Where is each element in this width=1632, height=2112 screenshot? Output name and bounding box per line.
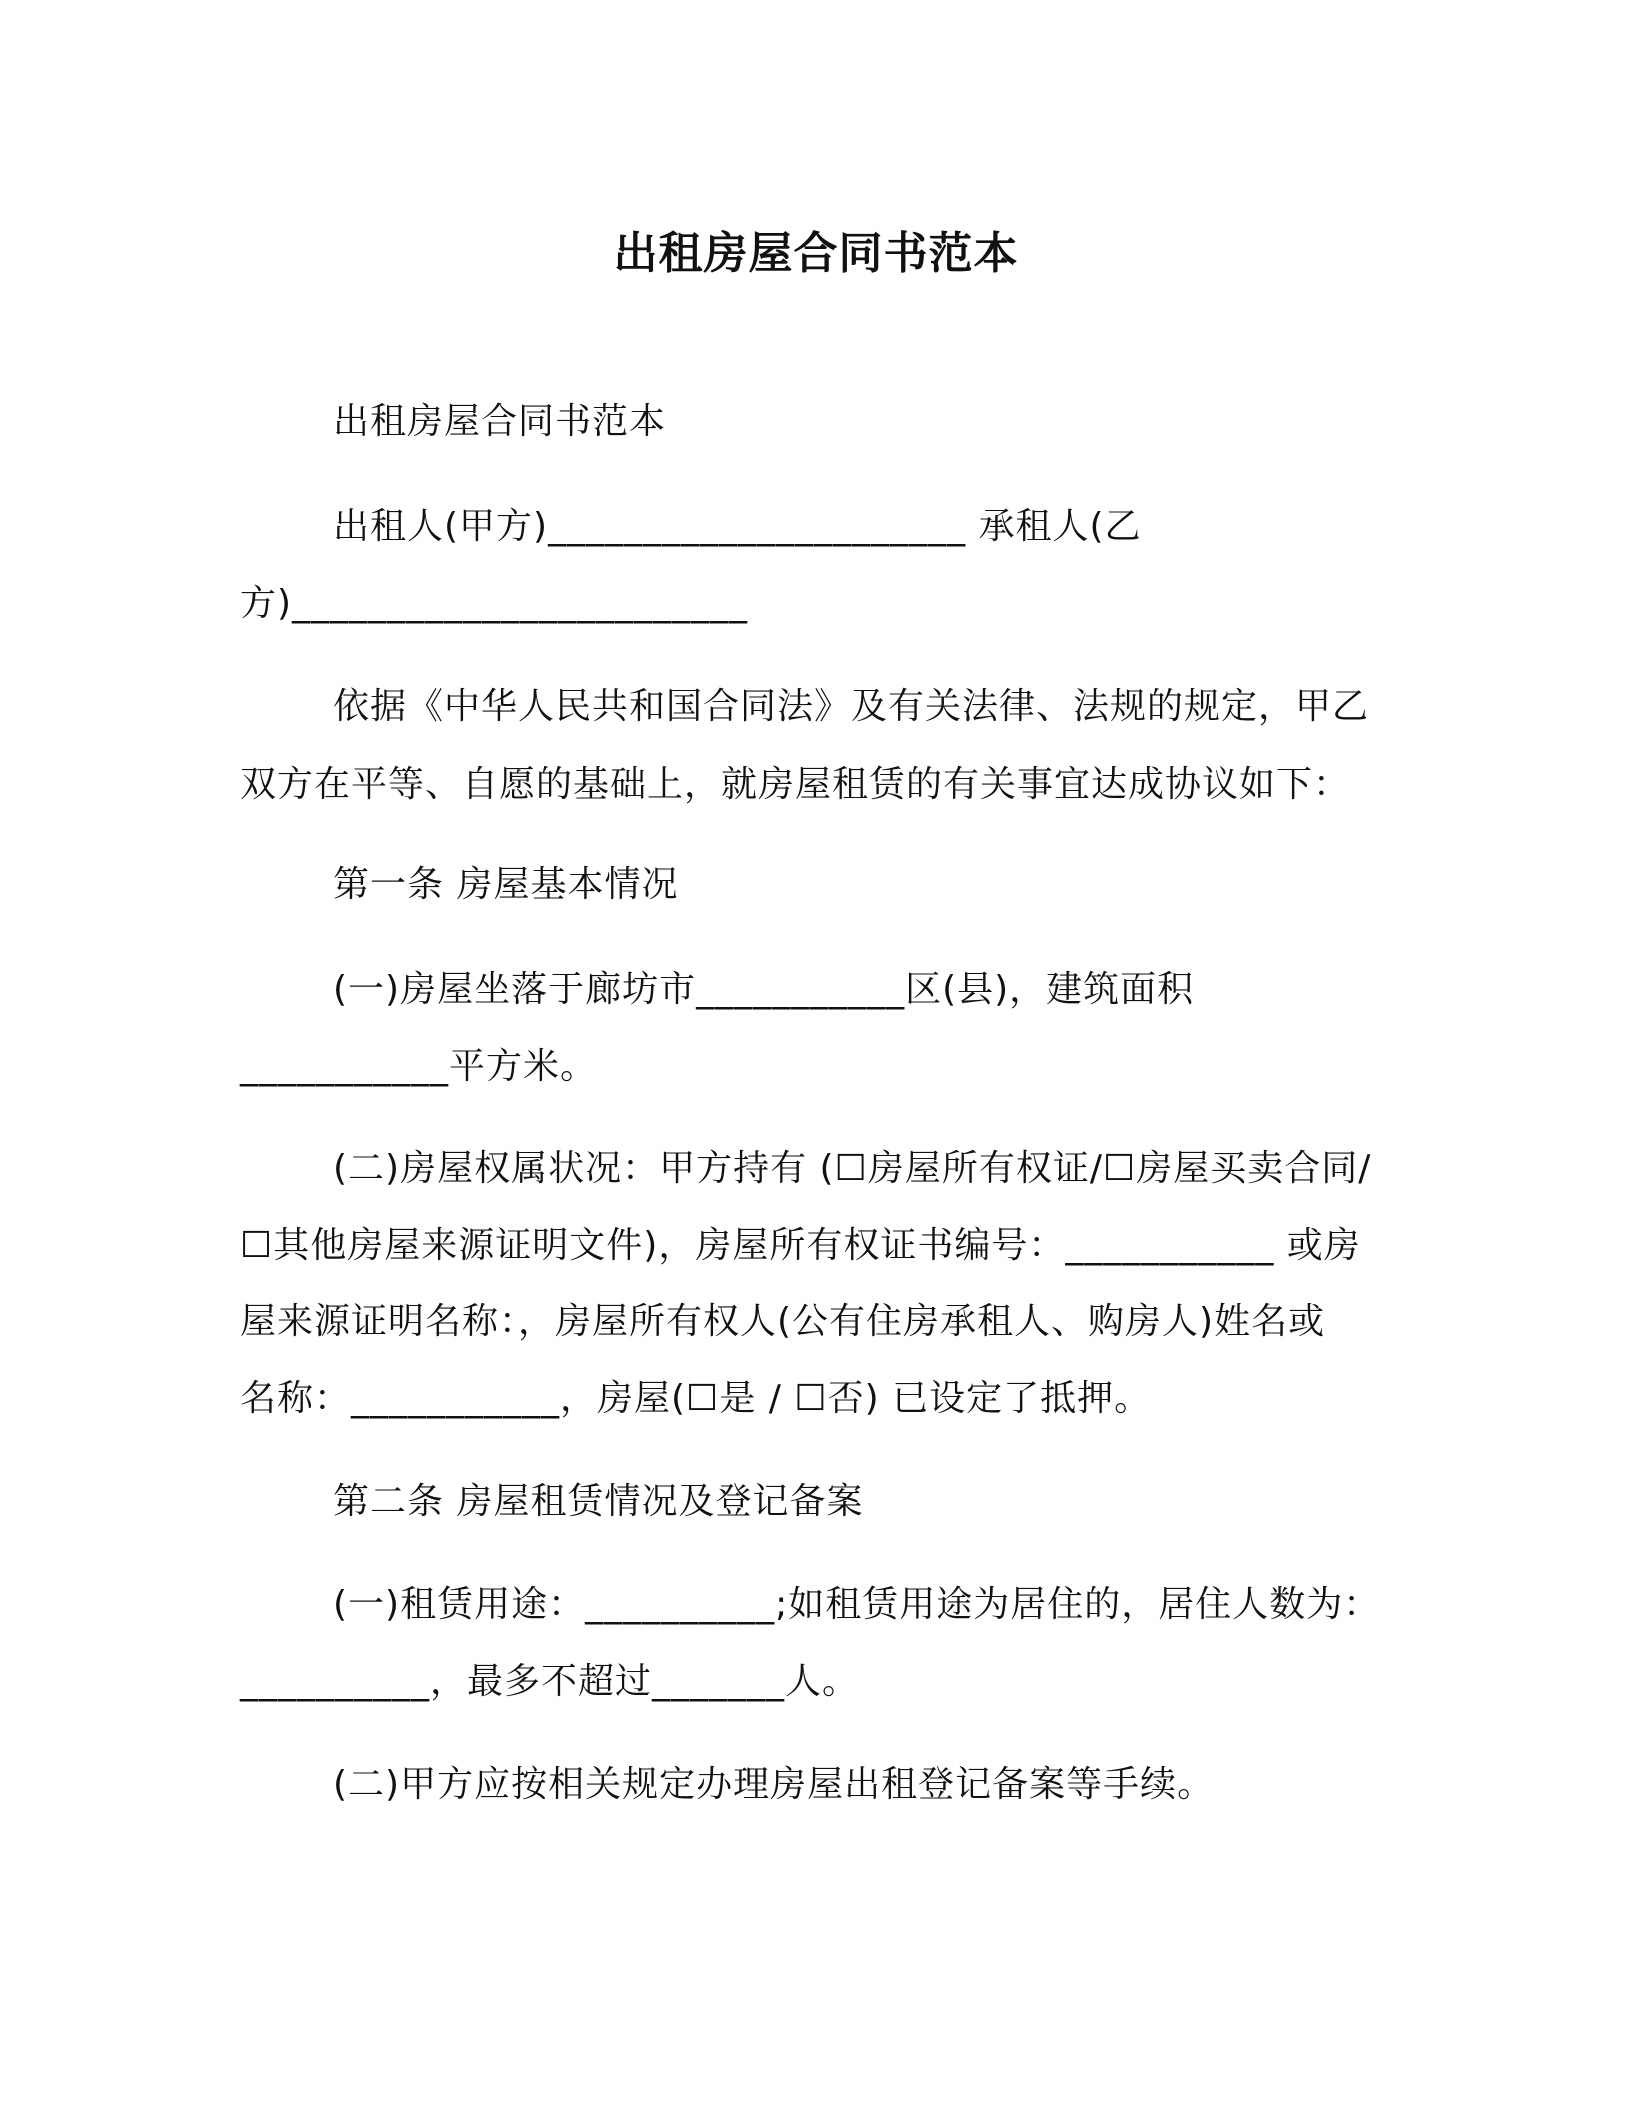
subtitle-line: 出租房屋合同书范本: [333, 401, 667, 442]
article-1-item-2-line-2: ☐其他房屋来源证明文件)，房屋所有权证书编号：___________ 或房: [240, 1225, 1361, 1266]
article-1-item-2-line-3: 屋来源证明名称：，房屋所有权人(公有住房承租人、购房人)姓名或: [240, 1301, 1326, 1342]
article-2-heading: 第二条 房屋租赁情况及登记备案: [333, 1481, 864, 1522]
article-1-item-2-line-4: 名称：___________，房屋(☐是 / ☐否) 已设定了抵押。: [240, 1378, 1152, 1419]
article-2-item-1-line-2: __________，最多不超过_______人。: [240, 1661, 860, 1702]
parties-line-1: 出租人(甲方)______________________ 承租人(乙: [333, 506, 1142, 547]
article-2-item-1-line-1: (一)租赁用途：__________;如租赁用途为居住的，居住人数为：: [333, 1584, 1381, 1625]
preamble-line-1: 依据《中华人民共和国合同法》及有关法律、法规的规定，甲乙: [333, 686, 1370, 727]
article-1-item-2-line-1: (二)房屋权属状况：甲方持有 (☐房屋所有权证/☐房屋买卖合同/: [333, 1148, 1372, 1189]
article-1-item-1-line-2: ___________平方米。: [240, 1046, 598, 1087]
document-title: 出租房屋合同书范本: [613, 228, 1019, 279]
preamble-line-2: 双方在平等、自愿的基础上，就房屋租赁的有关事宜达成协议如下：: [240, 764, 1351, 805]
parties-line-2: 方)________________________: [240, 583, 749, 624]
article-1-item-1-line-1: (一)房屋坐落于廊坊市___________区(县)，建筑面积: [333, 969, 1195, 1010]
article-1-heading: 第一条 房屋基本情况: [333, 864, 679, 905]
article-2-item-2-line-1: (二)甲方应按相关规定办理房屋出租登记备案等手续。: [333, 1764, 1215, 1805]
